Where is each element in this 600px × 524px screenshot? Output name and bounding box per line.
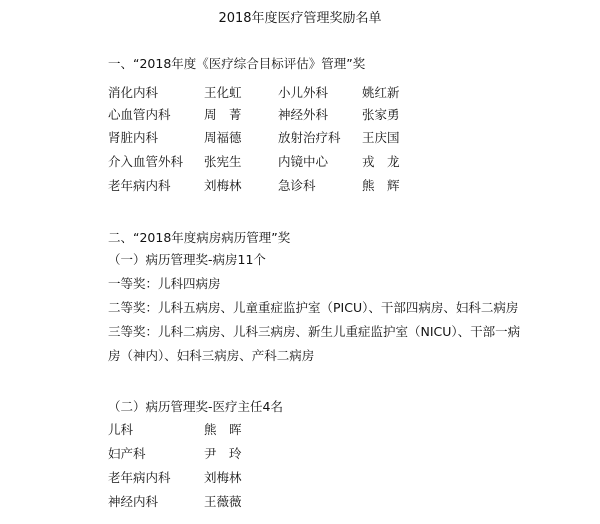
department-cell: 放射治疗科 [278, 130, 341, 145]
person-cell: 熊 晖 [204, 422, 242, 437]
department-cell: 神经外科 [278, 107, 329, 122]
section1-heading: 一、“2018年度《医疗综合目标评估》管理”奖 [108, 56, 366, 71]
department-cell: 老年病内科 [108, 470, 171, 485]
person-cell: 戎 龙 [362, 154, 400, 169]
subsection2-heading: （二）病历管理奖-医疗主任4名 [108, 399, 283, 414]
department-cell: 神经内科 [108, 494, 159, 509]
department-cell: 肾脏内科 [108, 130, 159, 145]
person-cell: 张宪生 [204, 154, 242, 169]
department-cell: 老年病内科 [108, 178, 171, 193]
person-cell: 王化虹 [204, 85, 242, 100]
department-cell: 心血管内科 [108, 107, 171, 122]
person-cell: 王庆国 [362, 130, 400, 145]
department-cell: 介入血管外科 [108, 154, 184, 169]
section2-heading: 二、“2018年度病房病历管理”奖 [108, 230, 291, 245]
department-cell: 内镜中心 [278, 154, 329, 169]
department-cell: 儿科 [108, 422, 134, 437]
person-cell: 周 菁 [204, 107, 242, 122]
second-prize-line: 二等奖：儿科五病房、儿童重症监护室（PICU）、干部四病房、妇科二病房 [108, 300, 519, 315]
department-cell: 小儿外科 [278, 85, 329, 100]
subsection1-heading: （一）病历管理奖-病房11个 [108, 252, 266, 267]
person-cell: 周福德 [204, 130, 242, 145]
third-prize-line-continued: 房（神内）、妇科三病房、产科二病房 [108, 348, 315, 363]
person-cell: 尹 玲 [204, 446, 242, 461]
third-prize-line: 三等奖：儿科二病房、儿科三病房、新生儿重症监护室（NICU）、干部一病 [108, 324, 521, 339]
person-cell: 姚红新 [362, 85, 400, 100]
person-cell: 熊 辉 [362, 178, 400, 193]
first-prize-line: 一等奖：儿科四病房 [108, 276, 221, 291]
document-title: 2018年度医疗管理奖励名单 [218, 11, 382, 26]
department-cell: 急诊科 [278, 178, 316, 193]
department-cell: 消化内科 [108, 85, 159, 100]
person-cell: 刘梅林 [204, 470, 242, 485]
person-cell: 刘梅林 [204, 178, 242, 193]
person-cell: 张家勇 [362, 107, 400, 122]
person-cell: 王薇薇 [204, 494, 242, 509]
department-cell: 妇产科 [108, 446, 146, 461]
